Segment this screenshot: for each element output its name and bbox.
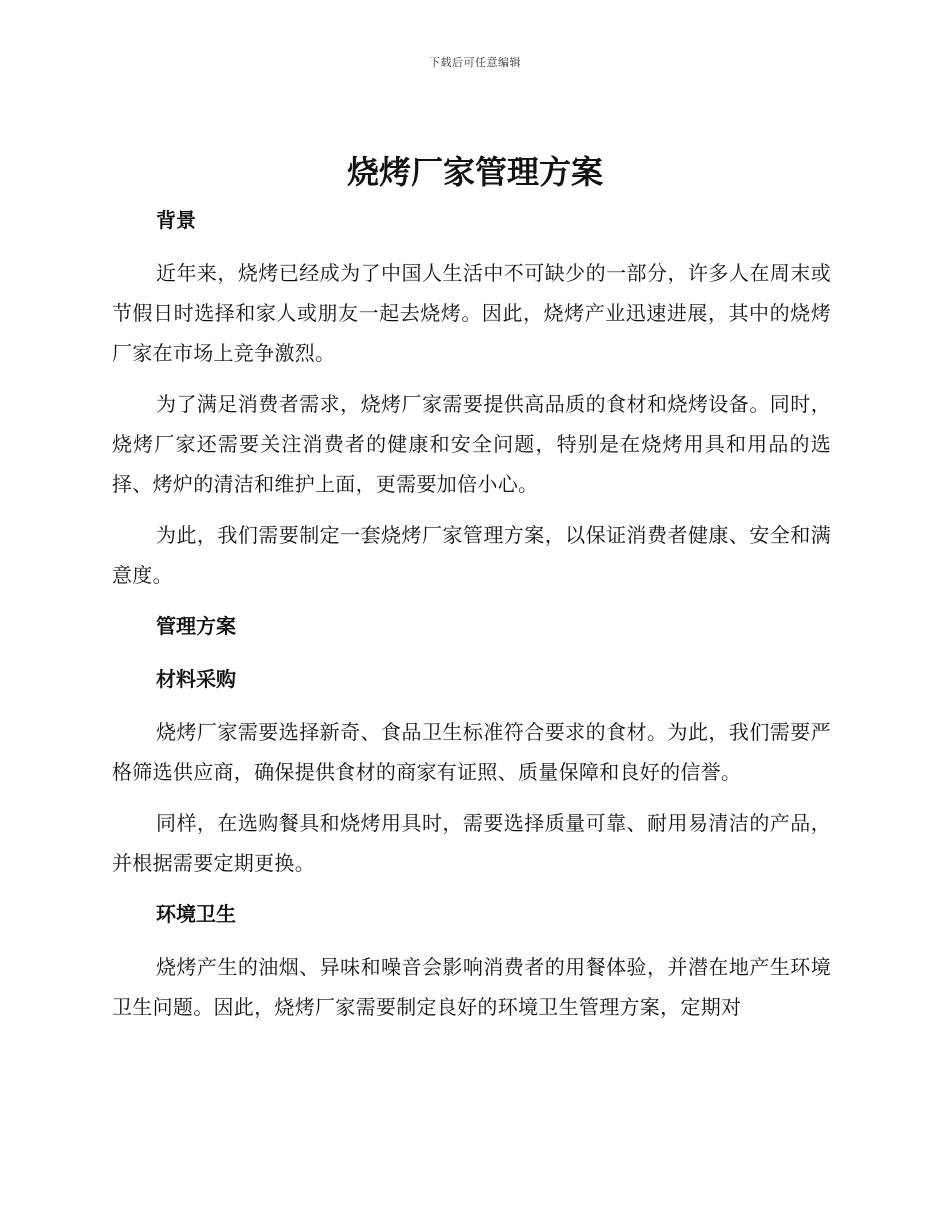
section-heading-plan: 管理方案 <box>156 614 236 638</box>
paragraph: 为了满足消费者需求，烧烤厂家需要提供高品质的食材和烧烤设备。同时，烧烤厂家还需要关注消费者的健康和安全问题，特别是在烧烤用具和用品的选择、烤炉的清洁和维护上面，更需要加倍小心。 <box>112 392 831 496</box>
section-heading-background: 背景 <box>156 208 196 232</box>
document-title: 烧烤厂家管理方案 <box>346 153 603 191</box>
paragraph: 同样，在选购餐具和烧烤用具时，需要选择质量可靠、耐用易清洁的产品，并根据需要定期更换。 <box>112 811 831 875</box>
paragraph: 烧烤厂家需要选择新奇、食品卫生标准符合要求的食材。为此，我们需要严格筛选供应商，确保提供食材的商家有证照、质量保障和良好的信誉。 <box>112 720 831 784</box>
section-heading-materials: 材料采购 <box>156 667 236 691</box>
document-body <box>112 200 831 1038</box>
section-heading-hygiene: 环境卫生 <box>156 902 236 926</box>
page-header-note: 下载后可任意编辑 <box>429 56 521 69</box>
paragraph: 烧烤产生的油烟、异味和噪音会影响消费者的用餐体验，并潜在地产生环境卫生问题。因此，烧烤厂家需要制定良好的环境卫生管理方案，定期对 <box>112 955 831 1019</box>
paragraph: 近年来，烧烤已经成为了中国人生活中不可缺少的一部分，许多人在周末或节假日时选择和家人或朋友一起去烧烤。因此，烧烤产业迅速进展，其中的烧烤厂家在市场上竞争激烈。 <box>112 261 831 365</box>
paragraph: 为此，我们需要制定一套烧烤厂家管理方案，以保证消费者健康、安全和满意度。 <box>112 523 831 587</box>
